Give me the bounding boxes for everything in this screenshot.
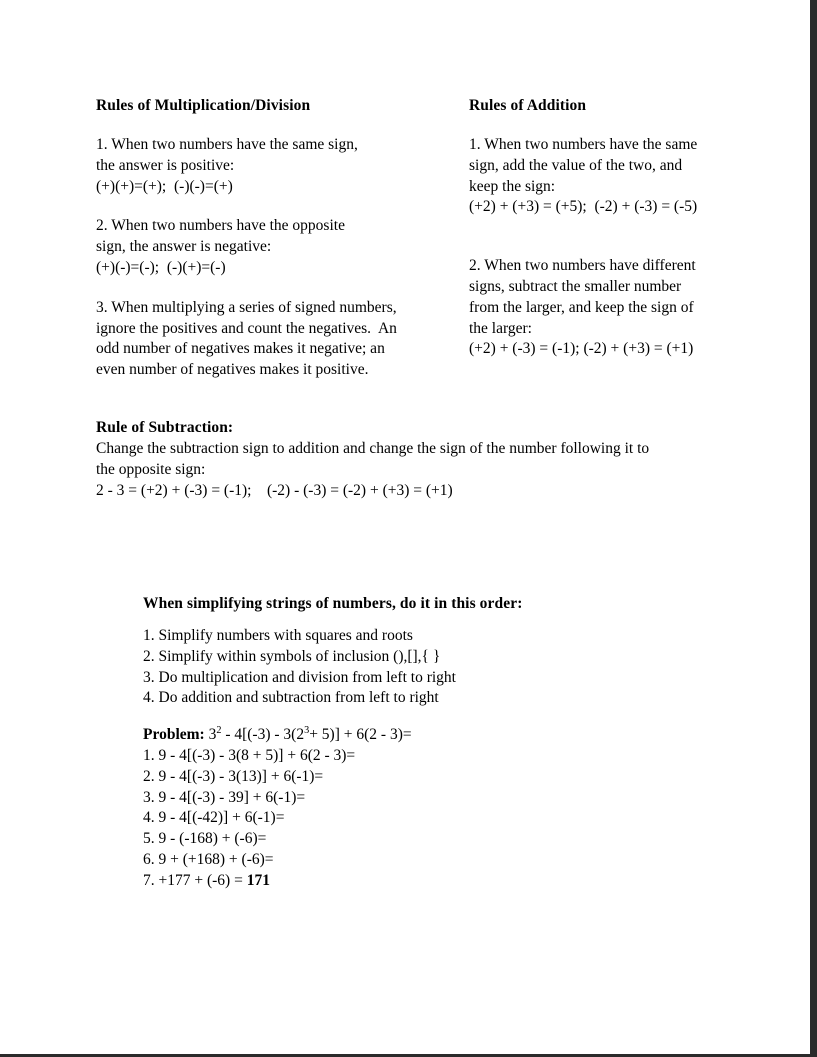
problem-label: Problem: xyxy=(143,726,205,744)
mult-rule-1 xyxy=(96,135,446,197)
addition-rule-1 xyxy=(469,135,739,218)
order-step-4: 4. Do addition and subtraction from left to right xyxy=(143,689,439,707)
mult-rule-2-line-3: (+)(-)=(-); (-)(+)=(-) xyxy=(96,258,226,276)
scan-edge-right xyxy=(810,0,817,1057)
solution-step-1: 1. 9 - 4[(-3) - 3(8 + 5)] + 6(2 - 3)= xyxy=(143,746,356,764)
spacer xyxy=(96,279,446,298)
spacer xyxy=(96,116,446,135)
addition-rule-1-line-1: 1. When two numbers have the same xyxy=(469,136,698,153)
mult-rule-2-line-1: 2. When two numbers have the opposite xyxy=(96,217,345,235)
addition-rule-2-line-4: the larger: xyxy=(469,319,532,337)
solution-step-4: 4. 9 - 4[(-42)] + 6(-1)= xyxy=(143,809,285,827)
addition-rule-1-line-3: keep the sign: xyxy=(469,177,556,195)
addition-rule-2-line-2: signs, subtract the smaller number xyxy=(469,277,682,295)
mult-rule-3-line-1: 3. When multiplying a series of signed numbers, xyxy=(96,298,397,316)
simplify-order-section xyxy=(143,594,703,892)
order-step-2: 2. Simplify within symbols of inclusion (),[],{ } xyxy=(143,647,441,665)
subtraction-body xyxy=(96,439,736,501)
spacer xyxy=(469,116,739,135)
addition-rule-1-line-2: sign, add the value of the two, and xyxy=(469,156,683,174)
final-answer: 171 xyxy=(246,871,270,889)
order-step-3: 3. Do multiplication and division from left to right xyxy=(143,668,456,686)
mult-rule-3-line-4: even number of negatives makes it positive. xyxy=(96,361,369,379)
subtraction-line-3: 2 - 3 = (+2) + (-3) = (-1); (-2) - (-3) = (-2) + (+3) = (+1) xyxy=(96,481,453,499)
order-step-1: 1. Simplify numbers with squares and roots xyxy=(143,627,413,644)
addition-rule-2-line-1: 2. When two numbers have different xyxy=(469,257,696,275)
final-step-prefix: 7. +177 + (-6) = xyxy=(143,871,247,889)
problem-expr-prefix: 3 xyxy=(204,726,217,744)
problem-expr-mid: - 4[(-3) - 3(2 xyxy=(221,726,305,744)
solution-step-5: 5. 9 - (-168) + (-6)= xyxy=(143,830,267,848)
mult-rule-1-line-1: 1. When two numbers have the same sign, xyxy=(96,136,358,153)
solution-step-3: 3. 9 - 4[(-3) - 39] + 6(-1)= xyxy=(143,788,306,806)
solution-step-2: 2. 9 - 4[(-3) - 3(13)] + 6(-1)= xyxy=(143,767,324,785)
rules-addition-column xyxy=(469,96,739,360)
problem-expr-suffix: + 5)] + 6(2 - 3)= xyxy=(309,726,412,744)
mult-rule-3-line-2: ignore the positives and count the negatives. An xyxy=(96,319,397,337)
addition-rule-2-line-5: (+2) + (-3) = (-1); (-2) + (+3) = (+1) xyxy=(469,340,694,358)
subtraction-line-1: Change the subtraction sign to addition and change the sign of the number following it to xyxy=(96,440,650,457)
addition-rule-2 xyxy=(469,256,739,360)
mult-rule-2 xyxy=(96,216,446,278)
solution-steps-list xyxy=(143,746,703,892)
problem-exponent-2: 3 xyxy=(304,725,310,737)
rule-of-subtraction-section xyxy=(96,418,736,501)
worked-problem xyxy=(143,725,703,891)
left-column-heading: Rules of Multiplication/Division xyxy=(96,97,311,114)
subtraction-heading: Rule of Subtraction: xyxy=(96,419,234,436)
mult-rule-3 xyxy=(96,298,446,381)
spacer xyxy=(469,244,739,256)
mult-rule-1-line-2: the answer is positive: xyxy=(96,156,235,174)
order-of-operations-list xyxy=(143,626,703,709)
rules-multiplication-division-column xyxy=(96,96,446,381)
right-column-heading: Rules of Addition xyxy=(469,97,587,114)
solution-step-6: 6. 9 + (+168) + (-6)= xyxy=(143,850,274,868)
spacer xyxy=(96,197,446,216)
addition-rule-1-line-4: (+2) + (+3) = (+5); (-2) + (-3) = (-5) xyxy=(469,198,698,216)
subtraction-line-2: the opposite sign: xyxy=(96,460,206,478)
solution-step-7 xyxy=(143,871,703,892)
problem-statement xyxy=(143,725,703,746)
spacer xyxy=(469,218,739,244)
mult-rule-2-line-2: sign, the answer is negative: xyxy=(96,238,272,256)
problem-exponent-1: 2 xyxy=(216,725,222,737)
mult-rule-3-line-3: odd number of negatives makes it negative; an xyxy=(96,340,385,358)
addition-rule-2-line-3: from the larger, and keep the sign of xyxy=(469,298,694,316)
mult-rule-1-line-3: (+)(+)=(+); (-)(-)=(+) xyxy=(96,177,233,195)
simplify-heading: When simplifying strings of numbers, do it in this order: xyxy=(143,595,523,612)
